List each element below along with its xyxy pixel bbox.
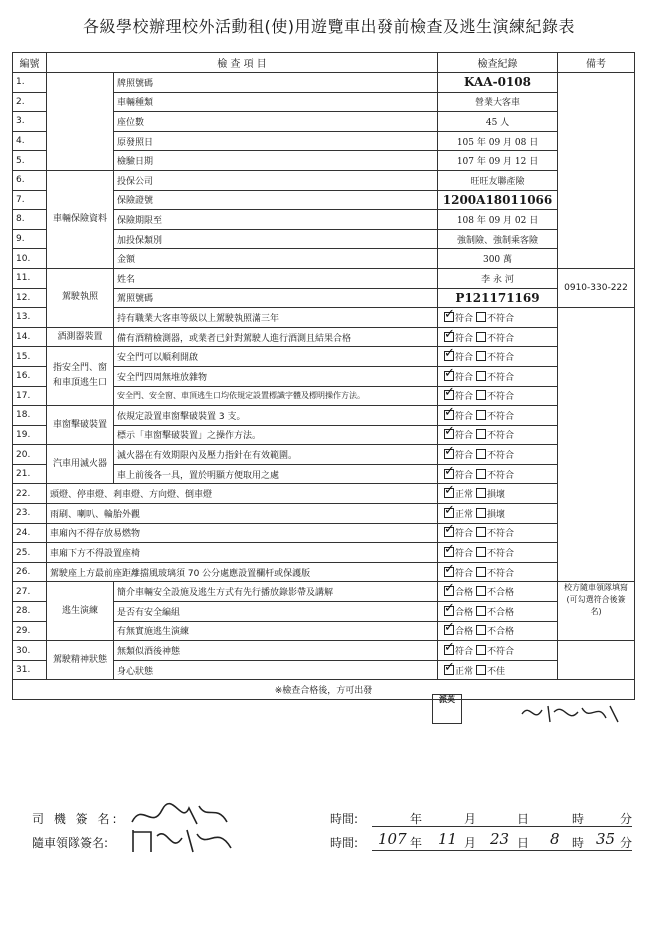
item-label: 安全門可以順利開啟 [114, 347, 438, 367]
record-value: 1200A18011066 [438, 190, 558, 210]
item-label: 保險期限至 [114, 210, 438, 230]
table-row [13, 582, 635, 602]
option-label: 合格 [455, 588, 474, 599]
item-label: 車輛種類 [114, 92, 438, 112]
leader-evac-signature-scrawl [520, 700, 630, 726]
remark-evacuation-note: 校方隨車領隊填寫(可勾選符合後簽名) [558, 582, 635, 641]
row-number: 29. [13, 621, 47, 641]
option-label: 不符合 [487, 431, 515, 442]
option-label: 不符合 [487, 392, 515, 403]
row-number: 23. [13, 504, 47, 524]
checkbox-checked-icon[interactable] [444, 547, 454, 557]
table-row [13, 543, 635, 563]
remark-blank [558, 73, 635, 269]
item-label: 標示「車窗擊破裝置」之操作方法。 [114, 425, 438, 445]
leader-day: 23 [490, 830, 510, 848]
option-label: 不符合 [487, 333, 515, 344]
table-row [13, 504, 635, 524]
option-label: 正常 [455, 509, 474, 520]
option-label: 符合 [455, 549, 474, 560]
record-value: 300 萬 [438, 249, 558, 269]
check-options [438, 366, 558, 386]
checkbox-icon[interactable] [476, 469, 486, 479]
remark-blank [558, 641, 635, 680]
category-alcohol: 酒測器裝置 [47, 327, 114, 347]
item-label: 投保公司 [114, 170, 438, 190]
option-label: 不符合 [487, 568, 515, 579]
row-number: 10. [13, 249, 47, 269]
driver-signature-row [12, 810, 634, 832]
item-label: 保險證號 [114, 190, 438, 210]
option-label: 不符合 [487, 411, 515, 422]
check-options [438, 386, 558, 406]
item-label: 牌照號碼 [114, 73, 438, 93]
check-options [438, 484, 558, 504]
checkbox-icon[interactable] [476, 371, 486, 381]
time-label: 時間: [330, 812, 359, 826]
row-number: 6. [13, 170, 47, 190]
record-value: 105 年 09 月 08 日 [438, 131, 558, 151]
checkbox-icon[interactable] [476, 625, 486, 635]
option-label: 不符合 [487, 529, 515, 540]
footer-row [13, 680, 635, 700]
item-label: 滅火器在有效期限內及壓力指針在有效範圍。 [114, 445, 438, 465]
checkbox-checked-icon[interactable] [444, 665, 454, 675]
row-number: 14. [13, 327, 47, 347]
day-unit: 日 [517, 812, 530, 826]
record-value: 108 年 09 月 02 日 [438, 210, 558, 230]
option-label: 不合格 [487, 627, 515, 638]
header-no: 編號 [13, 53, 47, 73]
row-number: 25. [13, 543, 47, 563]
option-label: 符合 [455, 568, 474, 579]
checkbox-icon[interactable] [476, 586, 486, 596]
header-record: 檢查紀錄 [438, 53, 558, 73]
leader-signature-scrawl [127, 824, 237, 856]
footer-note: ※檢查合格後，方可出發 [13, 680, 635, 700]
option-label: 不合格 [487, 588, 515, 599]
option-label: 正常 [455, 490, 474, 501]
check-options [438, 660, 558, 680]
minute-unit: 分 [620, 812, 633, 826]
checkbox-icon[interactable] [476, 312, 486, 322]
row-number: 16. [13, 366, 47, 386]
row-number: 31. [13, 660, 47, 680]
leader-minute: 35 [596, 830, 616, 848]
checkbox-icon[interactable] [476, 449, 486, 459]
row-number: 15. [13, 347, 47, 367]
row-number: 24. [13, 523, 47, 543]
check-options [438, 308, 558, 328]
leader-signature-row [12, 830, 634, 856]
checkbox-checked-icon[interactable] [444, 488, 454, 498]
item-label: 依規定設置車窗擊破裝置 3 支。 [114, 406, 438, 426]
inspection-table [12, 52, 635, 700]
checkbox-checked-icon[interactable] [444, 351, 454, 361]
row-number: 5. [13, 151, 47, 171]
option-label: 符合 [455, 411, 474, 422]
row-number: 20. [13, 445, 47, 465]
check-options [438, 406, 558, 426]
option-label: 符合 [455, 392, 474, 403]
item-label: 檢驗日期 [114, 151, 438, 171]
item-label: 駕駛座上方最前座距離擋風玻璃須 70 公分處應設置欄杆或保護版 [47, 562, 438, 582]
option-label: 合格 [455, 627, 474, 638]
option-label: 符合 [455, 451, 474, 462]
option-label: 符合 [455, 529, 474, 540]
checkbox-checked-icon[interactable] [444, 527, 454, 537]
checkbox-icon[interactable] [476, 410, 486, 420]
option-label: 符合 [455, 647, 474, 658]
checkbox-checked-icon[interactable] [444, 586, 454, 596]
row-number: 22. [13, 484, 47, 504]
category-safety-door: 指安全門、窗和車頂逃生口 [47, 347, 114, 406]
item-label: 有無實施逃生演練 [114, 621, 438, 641]
approval-stamp: 派英 [432, 694, 462, 724]
record-value: P121171169 [438, 288, 558, 308]
checkbox-checked-icon[interactable] [444, 567, 454, 577]
checkbox-icon[interactable] [476, 527, 486, 537]
time-label: 時間: [330, 836, 359, 850]
checkbox-icon[interactable] [476, 508, 486, 518]
row-number: 11. [13, 268, 47, 288]
check-options [438, 327, 558, 347]
row-number: 8. [13, 210, 47, 230]
option-label: 不佳 [487, 666, 506, 677]
category-evacuation: 逃生演練 [47, 582, 114, 641]
item-label: 車廂內不得存放易燃物 [47, 523, 438, 543]
row-number: 28. [13, 602, 47, 622]
option-label: 不符合 [487, 313, 515, 324]
option-label: 不符合 [487, 549, 515, 560]
item-label: 座位數 [114, 112, 438, 132]
check-options [438, 523, 558, 543]
checkbox-checked-icon[interactable] [444, 508, 454, 518]
row-number: 7. [13, 190, 47, 210]
checkbox-checked-icon[interactable] [444, 449, 454, 459]
row-number: 12. [13, 288, 47, 308]
record-value: KAA-0108 [438, 73, 558, 93]
item-label: 備有酒精檢測器，或業者已針對駕駛人進行酒測且結果合格 [114, 327, 438, 347]
leader-hour: 8 [550, 830, 560, 848]
category-driver-state: 駕駛精神狀態 [47, 641, 114, 680]
checkbox-icon[interactable] [476, 332, 486, 342]
option-label: 損壞 [487, 490, 506, 501]
table-row [13, 347, 635, 367]
item-label: 身心狀態 [114, 660, 438, 680]
item-label: 車上前後各一具，置於明顯方便取用之處 [114, 464, 438, 484]
table-row [13, 73, 635, 93]
table-row [13, 523, 635, 543]
table-row [13, 268, 635, 288]
item-label: 無類似酒後神態 [114, 641, 438, 661]
table-row [13, 484, 635, 504]
option-label: 不符合 [487, 451, 515, 462]
checkbox-icon[interactable] [476, 390, 486, 400]
table-header [13, 53, 635, 73]
checkbox-checked-icon[interactable] [444, 606, 454, 616]
item-label: 車廂下方不得設置座椅 [47, 543, 438, 563]
row-number: 2. [13, 92, 47, 112]
check-options [438, 621, 558, 641]
check-options [438, 445, 558, 465]
checkbox-checked-icon[interactable] [444, 429, 454, 439]
day-unit: 日 [517, 836, 530, 850]
driver-signature-label: 司 機 簽 名: [32, 812, 120, 826]
row-number: 13. [13, 308, 47, 328]
month-unit: 月 [464, 836, 477, 850]
item-label: 駕照號碼 [114, 288, 438, 308]
table-row [13, 327, 635, 347]
header-remark: 備考 [558, 53, 635, 73]
year-unit: 年 [410, 812, 423, 826]
category-window: 車窗擊破裝置 [47, 406, 114, 445]
leader-signature-label: 隨車領隊簽名: [32, 836, 109, 850]
option-label: 不符合 [487, 353, 515, 364]
item-label: 姓名 [114, 268, 438, 288]
option-label: 合格 [455, 607, 474, 618]
remark-phone: 0910-330-222 [558, 268, 635, 307]
check-options [438, 562, 558, 582]
item-label: 加投保類別 [114, 229, 438, 249]
minute-unit: 分 [620, 836, 633, 850]
item-label: 持有職業大客車等級以上駕駛執照滿三年 [114, 308, 438, 328]
checkbox-icon[interactable] [476, 488, 486, 498]
check-options [438, 425, 558, 445]
record-value: 45 人 [438, 112, 558, 132]
table-row [13, 445, 635, 465]
checkbox-icon[interactable] [476, 547, 486, 557]
record-value: 旺旺友聯產險 [438, 170, 558, 190]
item-label: 是否有安全編組 [114, 602, 438, 622]
checkbox-checked-icon[interactable] [444, 410, 454, 420]
checkbox-icon[interactable] [476, 567, 486, 577]
row-number: 27. [13, 582, 47, 602]
remark-blank [558, 308, 635, 582]
row-number: 4. [13, 131, 47, 151]
item-label: 雨刷、喇叭、輪胎外觀 [47, 504, 438, 524]
table-row [13, 641, 635, 661]
checkbox-icon[interactable] [476, 645, 486, 655]
option-label: 不合格 [487, 607, 515, 618]
record-value: 強制險、強制乘客險 [438, 229, 558, 249]
row-number: 18. [13, 406, 47, 426]
checkbox-checked-icon[interactable] [444, 371, 454, 381]
checkbox-checked-icon[interactable] [444, 312, 454, 322]
item-label: 簡介車輛安全設施及逃生方式有先行播放錄影帶及講解 [114, 582, 438, 602]
table-row [13, 170, 635, 190]
category-extinguisher: 汽車用滅火器 [47, 445, 114, 484]
checkbox-checked-icon[interactable] [444, 625, 454, 635]
check-options [438, 602, 558, 622]
checkbox-icon[interactable] [476, 351, 486, 361]
hour-unit: 時 [572, 812, 585, 826]
checkbox-checked-icon[interactable] [444, 645, 454, 655]
checkbox-icon[interactable] [476, 429, 486, 439]
category-license: 駕駛執照 [47, 268, 114, 327]
table-row [13, 562, 635, 582]
record-value: 李 永 河 [438, 268, 558, 288]
header-item: 檢 查 項 目 [47, 53, 438, 73]
row-number: 30. [13, 641, 47, 661]
check-options [438, 582, 558, 602]
leader-year: 107 [378, 830, 407, 848]
item-label: 安全門、安全窗、車頂逃生口均依規定設置標識字體及標明操作方法。 [114, 386, 438, 406]
option-label: 符合 [455, 313, 474, 324]
leader-month: 11 [438, 830, 458, 848]
checkbox-icon[interactable] [476, 665, 486, 675]
checkbox-checked-icon[interactable] [444, 469, 454, 479]
item-label: 金額 [114, 249, 438, 269]
option-label: 符合 [455, 470, 474, 481]
item-label: 原發照日 [114, 131, 438, 151]
category-blank [47, 73, 114, 171]
table-row [13, 406, 635, 426]
item-label: 安全門四周無堆放雜物 [114, 366, 438, 386]
checkbox-checked-icon[interactable] [444, 390, 454, 400]
row-number: 26. [13, 562, 47, 582]
form-title: 各級學校辦理校外活動租(使)用遊覽車出發前檢查及逃生演練紀錄表 [83, 17, 575, 36]
row-number: 3. [13, 112, 47, 132]
row-number: 9. [13, 229, 47, 249]
hour-unit: 時 [572, 836, 585, 850]
month-unit: 月 [464, 812, 477, 826]
option-label: 符合 [455, 431, 474, 442]
row-number: 21. [13, 464, 47, 484]
option-label: 符合 [455, 372, 474, 383]
option-label: 符合 [455, 353, 474, 364]
check-options [438, 543, 558, 563]
option-label: 損壞 [487, 509, 506, 520]
row-number: 1. [13, 73, 47, 93]
option-label: 符合 [455, 333, 474, 344]
check-options [438, 347, 558, 367]
category-vehicle-insurance: 車輛保險資料 [47, 170, 114, 268]
check-options [438, 464, 558, 484]
check-options [438, 641, 558, 661]
row-number: 19. [13, 425, 47, 445]
row-number: 17. [13, 386, 47, 406]
item-label: 頭燈、停車燈、剎車燈、方向燈、倒車燈 [47, 484, 438, 504]
record-value: 營業大客車 [438, 92, 558, 112]
check-options [438, 504, 558, 524]
checkbox-checked-icon[interactable] [444, 332, 454, 342]
checkbox-icon[interactable] [476, 606, 486, 616]
year-unit: 年 [410, 836, 423, 850]
option-label: 正常 [455, 666, 474, 677]
option-label: 不符合 [487, 372, 515, 383]
option-label: 不符合 [487, 647, 515, 658]
record-value: 107 年 09 月 12 日 [438, 151, 558, 171]
option-label: 不符合 [487, 470, 515, 481]
